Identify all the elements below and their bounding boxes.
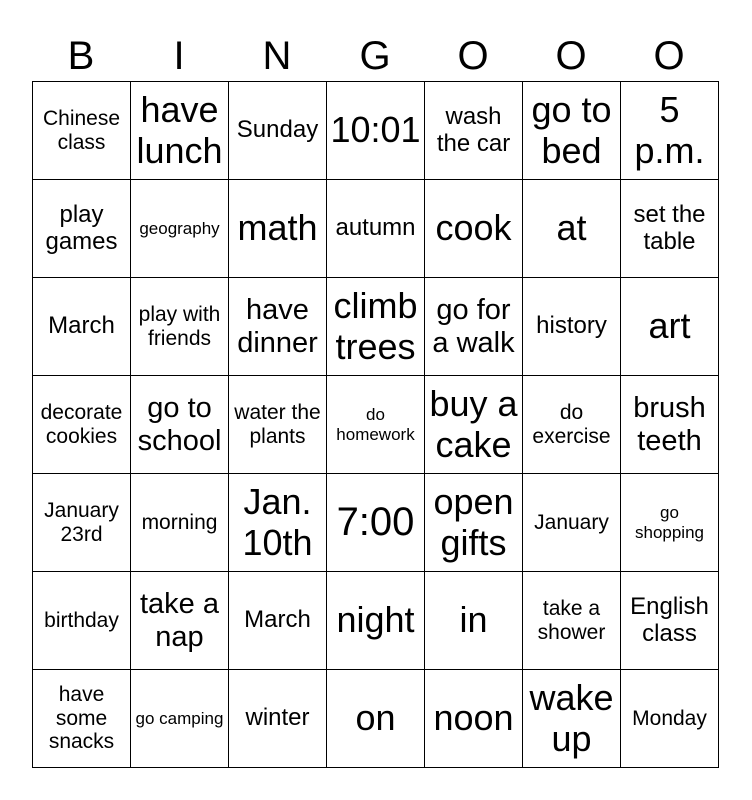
bingo-cell-text: brush teeth [633, 392, 706, 457]
bingo-cell[interactable] [229, 376, 327, 474]
bingo-cell[interactable] [33, 670, 131, 768]
bingo-cell[interactable] [523, 376, 621, 474]
bingo-board [32, 81, 719, 768]
bingo-cell-text: Chinese class [42, 106, 121, 154]
bingo-cell-text: set the table [633, 200, 706, 255]
bingo-cell[interactable] [523, 180, 621, 278]
bingo-cell-text: 10:01 [330, 109, 421, 151]
bingo-cell-text: do exercise [532, 400, 611, 448]
bingo-cell-text: play games [45, 200, 118, 255]
bingo-cell[interactable] [523, 278, 621, 376]
bingo-cell[interactable] [425, 474, 523, 572]
bingo-cell-text: English class [630, 592, 709, 647]
bingo-cell[interactable] [33, 572, 131, 670]
bingo-cell[interactable] [327, 670, 425, 768]
bingo-cell[interactable] [229, 670, 327, 768]
bingo-cell-text: have some snacks [48, 683, 115, 754]
header-letter: O [555, 34, 587, 78]
bingo-cell-text: March [244, 606, 311, 634]
bingo-cell-text: wake up [529, 677, 614, 759]
bingo-cell[interactable] [327, 376, 425, 474]
bingo-cell[interactable] [425, 670, 523, 768]
header-letter: N [262, 34, 292, 78]
bingo-cell[interactable] [523, 82, 621, 180]
bingo-cell[interactable] [131, 180, 229, 278]
bingo-cell-text: March [48, 312, 115, 340]
bingo-cell[interactable] [621, 180, 719, 278]
bingo-cell-text: art [648, 305, 691, 347]
bingo-cell[interactable] [33, 376, 131, 474]
bingo-cell-text: go to school [137, 392, 222, 457]
bingo-cell[interactable] [131, 572, 229, 670]
bingo-cell[interactable] [621, 474, 719, 572]
bingo-cell[interactable] [131, 670, 229, 768]
bingo-cell-text: 7:00 [336, 500, 415, 545]
bingo-cell[interactable] [621, 572, 719, 670]
bingo-cell-text: on [355, 697, 396, 739]
bingo-cell[interactable] [621, 82, 719, 180]
bingo-cell[interactable] [229, 572, 327, 670]
bingo-cell-text: noon [433, 697, 514, 739]
bingo-cell-text: math [237, 207, 318, 249]
bingo-cell-text: water the plants [234, 400, 321, 448]
bingo-cell[interactable] [131, 474, 229, 572]
bingo-cell-text: go for a walk [432, 294, 515, 359]
bingo-cell-text: January 23rd [44, 498, 119, 546]
bingo-cell[interactable] [33, 474, 131, 572]
bingo-cell-text: wash the car [436, 102, 511, 157]
bingo-cell-text: buy a cake [429, 383, 518, 465]
bingo-cell[interactable] [523, 572, 621, 670]
bingo-cell[interactable] [425, 82, 523, 180]
bingo-cell[interactable] [131, 278, 229, 376]
bingo-cell-text: go camping [135, 708, 224, 728]
bingo-cell[interactable] [229, 474, 327, 572]
header-letter: B [67, 34, 95, 78]
bingo-cell-text: 5 p.m. [634, 89, 705, 171]
bingo-cell-text: decorate cookies [40, 400, 123, 448]
bingo-cell-text: climb trees [333, 285, 418, 367]
bingo-cell-text: autumn [335, 214, 416, 242]
bingo-cell[interactable] [327, 180, 425, 278]
bingo-cell[interactable] [327, 572, 425, 670]
bingo-cell-text: have lunch [136, 89, 223, 171]
bingo-cell-text: morning [141, 510, 218, 534]
header-letter: I [173, 34, 185, 78]
bingo-cell[interactable] [229, 278, 327, 376]
bingo-cell[interactable] [33, 82, 131, 180]
bingo-cell-text: do homework [336, 405, 415, 444]
bingo-header [32, 30, 718, 82]
bingo-cell[interactable] [229, 180, 327, 278]
bingo-cell-text: Sunday [236, 116, 319, 144]
bingo-cell-text: cook [435, 207, 512, 249]
bingo-cell-text: night [336, 599, 415, 641]
bingo-cell[interactable] [425, 572, 523, 670]
header-letter: O [457, 34, 489, 78]
bingo-cell[interactable] [327, 278, 425, 376]
bingo-cell[interactable] [523, 474, 621, 572]
bingo-cell-text: take a shower [537, 596, 606, 644]
bingo-cell[interactable] [131, 376, 229, 474]
bingo-cell-text: history [536, 312, 607, 340]
header-letter: G [359, 34, 391, 78]
bingo-cell-text: birthday [44, 608, 119, 632]
bingo-cell-text: in [459, 599, 488, 641]
bingo-cell[interactable] [425, 278, 523, 376]
bingo-cell-text: have dinner [237, 294, 318, 359]
bingo-cell[interactable] [131, 82, 229, 180]
bingo-cell[interactable] [33, 180, 131, 278]
bingo-cell-text: open gifts [433, 481, 514, 563]
bingo-cell[interactable] [229, 82, 327, 180]
bingo-cell[interactable] [621, 376, 719, 474]
bingo-cell-text: play with friends [138, 302, 221, 350]
bingo-cell[interactable] [425, 180, 523, 278]
bingo-cell-text: geography [139, 218, 220, 238]
bingo-cell[interactable] [621, 670, 719, 768]
bingo-cell-text: at [556, 207, 587, 249]
bingo-cell[interactable] [327, 474, 425, 572]
bingo-cell-text: go shopping [634, 503, 704, 542]
bingo-cell[interactable] [327, 82, 425, 180]
bingo-cell-text: go to bed [531, 89, 612, 171]
bingo-cell-text: Monday [632, 706, 707, 730]
bingo-cell[interactable] [523, 670, 621, 768]
bingo-cell-text: January [534, 510, 609, 534]
bingo-cell[interactable] [621, 278, 719, 376]
header-letter: O [653, 34, 685, 78]
bingo-cell-text: winter [245, 704, 310, 732]
bingo-cell-text: Jan. 10th [242, 481, 313, 563]
bingo-cell[interactable] [33, 278, 131, 376]
bingo-cell[interactable] [425, 376, 523, 474]
bingo-cell-text: take a nap [140, 588, 219, 653]
